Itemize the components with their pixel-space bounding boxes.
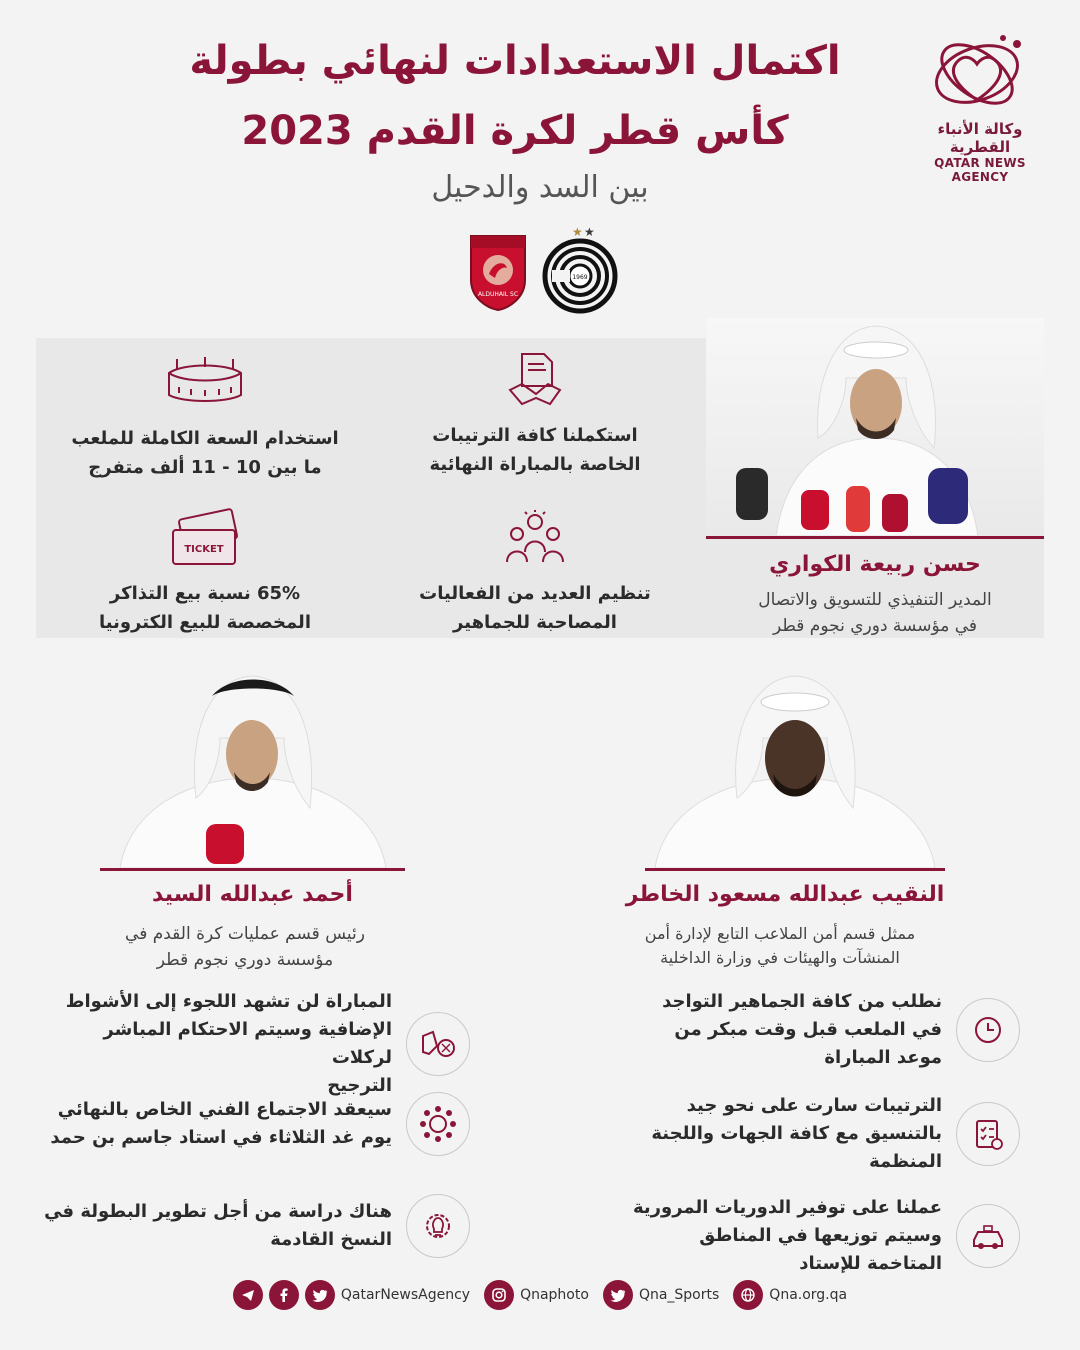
bullet-text: هناك دراسة من أجل تطوير البطولة في	[44, 1201, 392, 1223]
speaker1-photo	[706, 318, 1044, 536]
facebook-icon[interactable]	[269, 1280, 299, 1310]
feature-text: استخدام السعة الكاملة للملعب	[71, 428, 339, 449]
qna-sports-handle[interactable]: Qna_Sports	[638, 1287, 720, 1303]
speaker2-role-line2: المنشآت والهيئات في وزارة الداخلية	[660, 948, 900, 967]
bullet-text: بالتنسيق مع كافة الجهات واللجنة	[651, 1122, 942, 1144]
feature-text: تنظيم العديد من الفعاليات	[419, 583, 651, 604]
bullet-text: موعد المباراة	[824, 1046, 942, 1068]
qna-handle[interactable]: QatarNewsAgency	[340, 1287, 471, 1303]
social-group-website[interactable]	[733, 1280, 847, 1310]
bullet-text: سيعقد الاجتماع الفني الخاص بالنهائي	[57, 1099, 392, 1121]
speaker1-role	[706, 588, 1044, 639]
logo-english-text: QATAR NEWS AGENCY	[934, 156, 1026, 184]
meeting-table-icon	[406, 1092, 470, 1156]
feature-text: ما بين 10 - 11 ألف متفرج	[88, 456, 322, 478]
speaker1-feature	[400, 350, 670, 480]
gear-bulb-icon	[406, 1194, 470, 1258]
speaker3-role	[80, 922, 410, 973]
speaker2-photo	[645, 668, 945, 868]
bullet-text: المنظمة	[869, 1150, 942, 1172]
bullet-text: الترجيح	[327, 1074, 392, 1096]
speaker3-bullet	[40, 988, 470, 1100]
bullet-text: المباراة لن تشهد اللجوء إلى الأشواط	[65, 991, 392, 1012]
qna-logo	[905, 30, 1055, 184]
speaker3-divider	[100, 868, 405, 871]
bullet-text: عملنا على توفير الدوريات المرورية	[632, 1197, 942, 1218]
speaker3-bullet	[40, 1092, 470, 1156]
title-line-1: اكتمال الاستعدادات لنهائي بطولة	[189, 38, 841, 84]
title-line-2: كأس قطر لكرة القدم 2023	[241, 108, 789, 154]
checklist-icon	[956, 1102, 1020, 1166]
bullet-text: يوم غد الثلاثاء في استاد جاسم بن حمد	[50, 1127, 392, 1148]
bullet-text: النسخ القادمة	[270, 1229, 392, 1250]
speaker3-name: أحمد عبدالله السيد	[152, 882, 353, 907]
speaker1-feature	[400, 508, 670, 638]
star-icon: ★	[584, 225, 595, 239]
alduhail-logo	[465, 230, 531, 316]
social-group-sports[interactable]	[603, 1280, 719, 1310]
twitter-icon[interactable]	[603, 1280, 633, 1310]
fans-icon	[503, 508, 567, 568]
speaker2-bullet	[600, 988, 1020, 1072]
speaker3-bullet	[40, 1194, 470, 1258]
star-icon: ★	[572, 225, 583, 239]
instagram-icon[interactable]	[484, 1280, 514, 1310]
speaker1-feature	[70, 355, 340, 483]
speaker2-name: النقيب عبدالله مسعود الخاطر	[625, 882, 945, 907]
speaker2-divider	[645, 868, 945, 871]
feature-text: المصاحبة للجماهير	[453, 611, 617, 633]
subtitle: بين السد والدحيل	[431, 170, 649, 205]
alsadd-year: 1969	[572, 274, 588, 281]
feature-text: الخاصة بالمباراة النهائية	[429, 453, 641, 475]
ticket-label: TICKET	[184, 544, 224, 555]
stadium-icon	[163, 355, 247, 407]
bullet-text: وسيتم توزيعها في المناطق	[699, 1224, 942, 1246]
feature-text: استكملنا كافة الترتيبات	[432, 425, 638, 446]
bullet-text: نطلب من كافة الجماهير التواجد	[662, 991, 942, 1012]
speaker2-bullet	[600, 1092, 1020, 1176]
handshake-document-icon	[506, 350, 564, 410]
speaker2-role-line1: ممثل قسم أمن الملاعب التابع لإدارة أمن	[644, 924, 916, 943]
clock-icon	[956, 998, 1020, 1062]
speaker1-name: حسن ربيعة الكواري	[769, 552, 981, 577]
website-link[interactable]: Qna.org.qa	[769, 1287, 848, 1303]
alduhail-logo-text: ALDUHAIL SC	[477, 291, 519, 298]
speaker1-role-line2: في مؤسسة دوري نجوم قطر	[772, 615, 978, 636]
feature-text: المخصصة للبيع الكترونيا	[99, 611, 311, 633]
alsadd-logo	[542, 222, 618, 318]
speaker1-role-line1: المدير التنفيذي للتسويق والاتصال	[758, 590, 992, 610]
bullet-text: الترتيبات سارت على نحو جيد	[686, 1095, 942, 1116]
bullet-text: المتاخمة للإستاد	[799, 1252, 942, 1274]
social-group-instagram[interactable]	[484, 1280, 589, 1310]
speaker1-divider	[706, 536, 1044, 539]
bullet-text: في الملعب قبل وقت مبكر من	[674, 1018, 942, 1040]
social-group-qna[interactable]	[233, 1280, 470, 1310]
speaker1-feature	[70, 508, 340, 638]
twitter-icon[interactable]	[305, 1280, 335, 1310]
bullet-text: الإضافية وسيتم الاحتكام المباشر لركلات	[103, 1018, 392, 1068]
police-car-icon	[956, 1204, 1020, 1268]
football-boot-icon	[406, 1012, 470, 1076]
speaker3-role-line2: مؤسسة دوري نجوم قطر	[156, 949, 334, 970]
feature-text: 65% نسبة بيع التذاكر	[109, 583, 301, 604]
speaker3-role-line1: رئيس قسم عمليات كرة القدم في	[125, 924, 365, 944]
qnaphoto-handle[interactable]: Qnaphoto	[520, 1287, 589, 1303]
footer	[0, 1280, 1080, 1310]
logo-arabic-text: وكالة الأنباء القطرية	[937, 120, 1023, 156]
globe-icon[interactable]	[733, 1280, 763, 1310]
telegram-icon[interactable]	[233, 1280, 263, 1310]
qna-emblem-icon	[925, 30, 1035, 112]
speaker2-role	[600, 922, 960, 970]
speaker3-photo	[100, 668, 405, 868]
speaker2-bullet	[600, 1194, 1020, 1278]
ticket-icon	[167, 508, 243, 570]
